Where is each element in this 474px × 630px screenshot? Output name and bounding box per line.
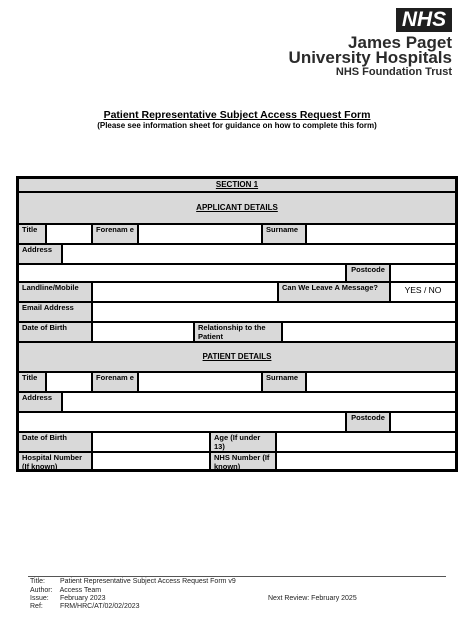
patient-details-heading: PATIENT DETAILS	[18, 342, 456, 372]
patient-surname-label: Surname	[262, 372, 306, 392]
section-heading: SECTION 1	[18, 178, 456, 192]
applicant-forename-label: Forenam e	[92, 224, 138, 244]
footer-issue-value: February 2023	[59, 595, 106, 602]
patient-forename-label: Forenam e	[92, 372, 138, 392]
applicant-details-heading: APPLICANT DETAILS	[18, 192, 456, 224]
footer-ref-value: FRM/HRC/AT/02/02/2023	[59, 603, 140, 610]
applicant-title-label: Title	[18, 224, 46, 244]
patient-address-field-2[interactable]	[18, 412, 346, 432]
applicant-surname-field[interactable]	[306, 224, 456, 244]
org-name-line2: University Hospitals	[288, 48, 452, 67]
applicant-address-field-2[interactable]	[18, 264, 346, 282]
leave-message-options[interactable]: YES / NO	[390, 282, 456, 302]
applicant-email-field[interactable]	[92, 302, 456, 322]
hospital-number-label: Hospital Number (If known)	[18, 452, 92, 470]
patient-surname-field[interactable]	[306, 372, 456, 392]
org-name-line3: NHS Foundation Trust	[335, 66, 452, 76]
footer-title-value: Patient Representative Subject Access Request Form v9	[59, 578, 236, 585]
nhs-number-label: NHS Number (If known)	[210, 452, 276, 470]
patient-dob-field[interactable]	[92, 432, 210, 452]
patient-title-field[interactable]	[46, 372, 92, 392]
applicant-forename-field[interactable]	[138, 224, 262, 244]
footer-issue-key: Issue:	[30, 595, 49, 602]
applicant-surname-label: Surname	[262, 224, 306, 244]
applicant-address-label: Address	[18, 244, 62, 264]
footer-next-review: Next Review: February 2025	[268, 595, 357, 602]
leave-message-label: Can We Leave A Message?	[278, 282, 390, 302]
patient-dob-label: Date of Birth	[18, 432, 92, 452]
nhs-number-field[interactable]	[276, 452, 456, 470]
patient-title-label: Title	[18, 372, 46, 392]
applicant-title-field[interactable]	[46, 224, 92, 244]
footer-ref-row	[30, 603, 140, 610]
nhs-logo: NHS	[396, 8, 452, 32]
request-form	[16, 176, 458, 472]
applicant-dob-label: Date of Birth	[18, 322, 92, 342]
org-name-line1: James Paget	[348, 33, 452, 52]
footer-ref-key: Ref:	[30, 603, 43, 610]
applicant-dob-field[interactable]	[92, 322, 194, 342]
applicant-email-label: Email Address	[18, 302, 92, 322]
patient-postcode-label: Postcode	[346, 412, 390, 432]
footer-author-row	[30, 587, 101, 594]
footer-divider	[28, 576, 446, 577]
relationship-label: Relationship to the Patient	[194, 322, 282, 342]
document-subtitle: (Please see information sheet for guidance on how to complete this form)	[97, 121, 377, 130]
applicant-postcode-field[interactable]	[390, 264, 456, 282]
patient-address-label: Address	[18, 392, 62, 412]
footer-title-row	[30, 578, 236, 585]
applicant-phone-field[interactable]	[92, 282, 278, 302]
hospital-number-field[interactable]	[92, 452, 210, 470]
patient-age-label: Age (If under 13)	[210, 432, 276, 452]
patient-postcode-field[interactable]	[390, 412, 456, 432]
patient-address-field-1[interactable]	[62, 392, 456, 412]
footer-author-key: Author:	[30, 587, 53, 594]
footer-author-value: Access Team	[59, 587, 102, 594]
footer-issue-row	[30, 595, 105, 602]
document-title: Patient Representative Subject Access Request Form	[103, 109, 371, 121]
applicant-phone-label: Landline/Mobile	[18, 282, 92, 302]
footer-title-key: Title:	[30, 578, 45, 585]
patient-age-field[interactable]	[276, 432, 456, 452]
patient-forename-field[interactable]	[138, 372, 262, 392]
applicant-postcode-label: Postcode	[346, 264, 390, 282]
relationship-field[interactable]	[282, 322, 456, 342]
applicant-address-field-1[interactable]	[62, 244, 456, 264]
